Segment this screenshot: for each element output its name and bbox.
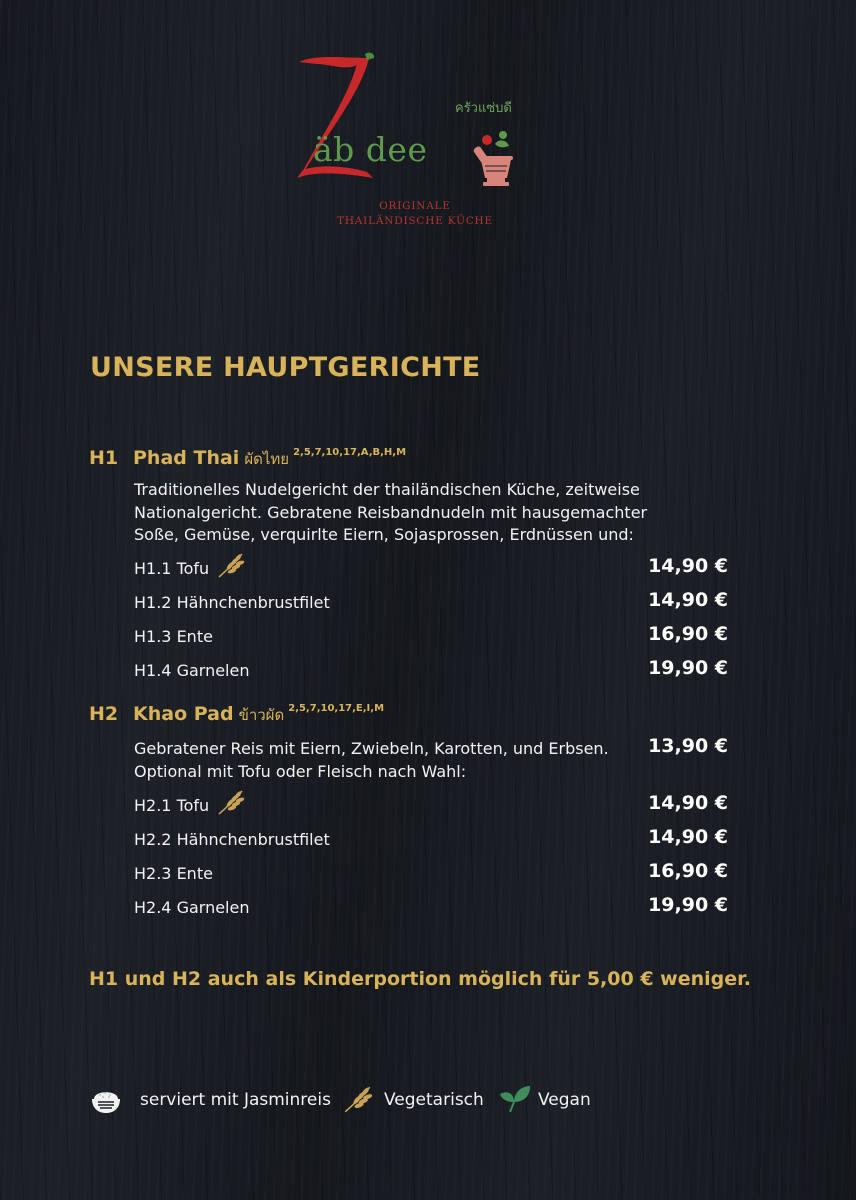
- leaf-icon: [498, 1084, 532, 1114]
- option-label: H1.2 Hähnchenbrustfilet: [134, 593, 330, 612]
- option-price: 14,90 €: [648, 792, 728, 814]
- description-line: Gebratener Reis mit Eiern, Zwiebeln, Karotten, und Erbsen.: [134, 739, 609, 758]
- option-price: 16,90 €: [648, 623, 728, 645]
- mortar-pestle-icon: [473, 126, 521, 192]
- description-line: Nationalgericht. Gebratene Reisbandnudeln mit hausgemachter: [134, 502, 648, 522]
- dish-name: Phad Thai: [133, 447, 240, 469]
- menu-option-h2-3: [134, 860, 728, 888]
- option-label: H2.3 Ente: [134, 864, 213, 883]
- menu-option-h2-1: [134, 792, 728, 820]
- brand-tagline-line1: ORIGINALE: [379, 200, 451, 212]
- option-price: 14,90 €: [648, 555, 728, 577]
- dish-heading-h2: [89, 703, 384, 729]
- dish-thai-name: ข้าวผัด: [238, 706, 285, 724]
- legend-label: Vegan: [538, 1090, 591, 1110]
- legend-label: Vegetarisch: [384, 1090, 484, 1110]
- option-price: 14,90 €: [648, 589, 728, 611]
- option-label: H1.3 Ente: [134, 627, 213, 646]
- vegetarian-wheat-icon: [216, 551, 246, 579]
- option-label: H1.1 Tofu: [134, 559, 210, 578]
- dish-allergens: 2,5,7,10,17,E,I,M: [288, 703, 385, 714]
- option-price: 19,90 €: [648, 894, 728, 916]
- vegetarian-wheat-icon: [216, 788, 246, 816]
- option-price: 14,90 €: [648, 826, 728, 848]
- menu-option-h1-4: [134, 657, 728, 685]
- option-label: H2.1 Tofu: [134, 796, 210, 815]
- kids-portion-note: H1 und H2 auch als Kinderportion möglich für 5,00 € weniger.: [89, 968, 752, 990]
- legend: [90, 1082, 790, 1122]
- option-price: 16,90 €: [648, 860, 728, 882]
- option-label: H2.4 Garnelen: [134, 898, 250, 917]
- brand-name: äb dee: [313, 130, 428, 169]
- section-title: UNSERE HAUPTGERICHTE: [90, 352, 481, 383]
- dish-description-h2: [134, 738, 609, 783]
- menu-option-h2-4: [134, 894, 728, 922]
- menu-option-h1-2: [134, 589, 728, 617]
- menu-option-h1-3: [134, 623, 728, 651]
- dish-code: H1: [89, 447, 119, 469]
- menu-option-h2-2: [134, 826, 728, 854]
- brand-thai-name: ครัวแซ่บดี: [455, 101, 512, 116]
- dish-thai-name: ผัดไทย: [244, 450, 290, 468]
- restaurant-logo: [295, 52, 535, 232]
- option-label: H2.2 Hähnchenbrustfilet: [134, 830, 330, 849]
- dish-description-h1: [134, 479, 647, 547]
- option-price: 19,90 €: [648, 657, 728, 679]
- description-line: Soße, Gemüse, verquirlte Eiern, Sojasprossen, Erdnüssen und:: [134, 525, 634, 544]
- legend-label: serviert mit Jasminreis: [140, 1090, 331, 1110]
- dish-name: Khao Pad: [133, 703, 234, 725]
- rice-bowl-icon: [90, 1084, 122, 1116]
- dish-allergens: 2,5,7,10,17,A,B,H,M: [293, 447, 407, 458]
- option-label: H1.4 Garnelen: [134, 661, 250, 680]
- wheat-icon: [342, 1084, 374, 1114]
- brand-tagline-line2: THAILÄNDISCHE KÜCHE: [337, 215, 493, 227]
- description-line: Traditionelles Nudelgericht der thailändischen Küche, zeitweise: [134, 480, 640, 499]
- description-line: Optional mit Tofu oder Fleisch nach Wahl:: [134, 761, 467, 781]
- dish-heading-h1: [89, 447, 406, 473]
- dish-base-price-h2: 13,90 €: [648, 735, 728, 757]
- menu-option-h1-1: [134, 555, 728, 583]
- dish-code: H2: [89, 703, 119, 725]
